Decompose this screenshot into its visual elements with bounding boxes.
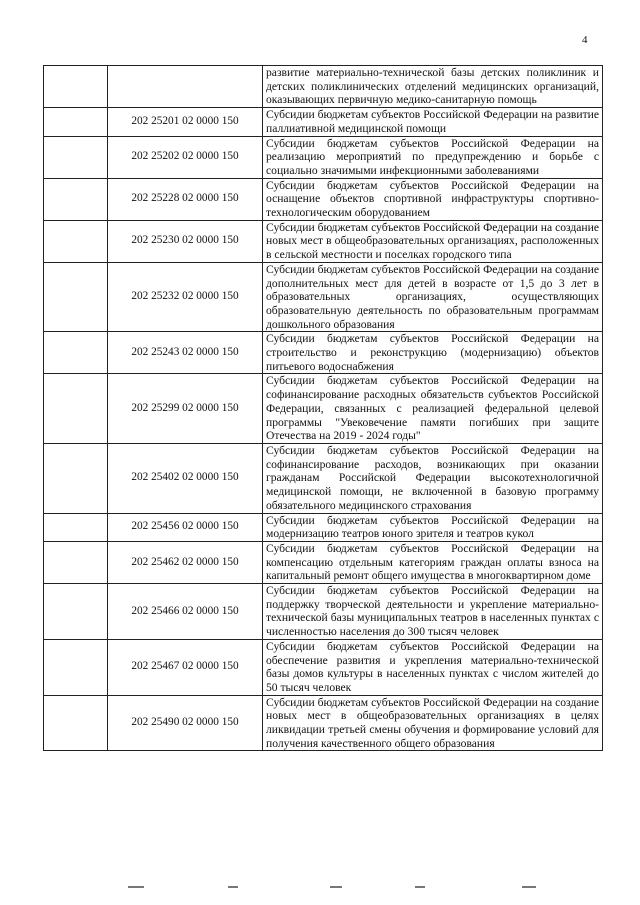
budget-codes-table bbox=[43, 65, 603, 751]
description-cell: Субсидии бюджетам субъектов Российской Федерации на поддержку творческой деятельности и укрепление материально-технической базы муниципальных театров в населенных пунктах с численностью населения до 300 тысяч человек bbox=[263, 584, 603, 640]
description-cell: Субсидии бюджетам субъектов Российской Федерации на создание новых мест в общеобразовательных организациях в целях ликвидации третьей смены обучения и формирование условий для получения качественного общего образования bbox=[263, 695, 603, 751]
description-cell: Субсидии бюджетам субъектов Российской Федерации на софинансирование расходных обязательств субъектов Российской Федерации, связанных с реализацией федеральной целевой программы "Увековечение памяти погибших при защите Отечества на 2019 - 2024 годы" bbox=[263, 374, 603, 444]
scan-mark bbox=[522, 886, 536, 888]
table-row bbox=[44, 584, 603, 640]
empty-cell bbox=[44, 374, 108, 444]
description-cell: Субсидии бюджетам субъектов Российской Федерации на оснащение объектов спортивной инфраструктуры спортивно-технологическим оборудованием bbox=[263, 178, 603, 220]
table-row bbox=[44, 639, 603, 695]
budget-code-cell: 202 25232 02 0000 150 bbox=[108, 262, 263, 332]
description-cell: Субсидии бюджетам субъектов Российской Федерации на компенсацию отдельным категориям граждан оплаты взноса на капитальный ремонт общего имущества в многоквартирном доме bbox=[263, 541, 603, 583]
description-cell: Субсидии бюджетам субъектов Российской Федерации на строительство и реконструкцию (модернизацию) объектов питьевого водоснабжения bbox=[263, 332, 603, 374]
budget-code-cell: 202 25299 02 0000 150 bbox=[108, 374, 263, 444]
budget-code-cell: 202 25462 02 0000 150 bbox=[108, 541, 263, 583]
budget-code-cell: 202 25202 02 0000 150 bbox=[108, 136, 263, 178]
table-row bbox=[44, 443, 603, 513]
budget-code-cell: 202 25490 02 0000 150 bbox=[108, 695, 263, 751]
empty-cell bbox=[44, 639, 108, 695]
empty-cell bbox=[44, 513, 108, 541]
empty-cell bbox=[44, 443, 108, 513]
budget-code-cell: 202 25230 02 0000 150 bbox=[108, 220, 263, 262]
table-row bbox=[44, 262, 603, 332]
table-row bbox=[44, 108, 603, 136]
scan-mark bbox=[228, 886, 238, 888]
table-row bbox=[44, 513, 603, 541]
scan-mark bbox=[415, 886, 425, 888]
scan-mark bbox=[128, 886, 144, 888]
table-row bbox=[44, 220, 603, 262]
description-cell: Субсидии бюджетам субъектов Российской Федерации на реализацию мероприятий по предупреждению и борьбе с социально значимыми инфекционными заболеваниями bbox=[263, 136, 603, 178]
table-row bbox=[44, 541, 603, 583]
table-row bbox=[44, 695, 603, 751]
table-row bbox=[44, 332, 603, 374]
table-row bbox=[44, 374, 603, 444]
description-cell: Субсидии бюджетам субъектов Российской Федерации на модернизацию театров юного зрителя и театров кукол bbox=[263, 513, 603, 541]
budget-code-cell: 202 25466 02 0000 150 bbox=[108, 584, 263, 640]
table-row bbox=[44, 136, 603, 178]
scan-edge-marks bbox=[0, 880, 640, 894]
description-cell: развитие материально-технической базы детских поликлиник и детских поликлинических отделений медицинских организаций, оказывающих первичную медико-санитарную помощь bbox=[263, 66, 603, 108]
empty-cell bbox=[44, 695, 108, 751]
empty-cell bbox=[44, 262, 108, 332]
budget-code-cell: 202 25402 02 0000 150 bbox=[108, 443, 263, 513]
description-cell: Субсидии бюджетам субъектов Российской Федерации на обеспечение развития и укрепления материально-технической базы домов культуры в населенных пунктах с числом жителей до 50 тысяч человек bbox=[263, 639, 603, 695]
scan-mark bbox=[330, 886, 342, 888]
empty-cell bbox=[44, 332, 108, 374]
table-row bbox=[44, 178, 603, 220]
empty-cell bbox=[44, 541, 108, 583]
budget-code-cell: 202 25243 02 0000 150 bbox=[108, 332, 263, 374]
empty-cell bbox=[44, 136, 108, 178]
budget-code-cell: 202 25201 02 0000 150 bbox=[108, 108, 263, 136]
budget-code-cell: 202 25467 02 0000 150 bbox=[108, 639, 263, 695]
budget-code-cell: 202 25228 02 0000 150 bbox=[108, 178, 263, 220]
description-cell: Субсидии бюджетам субъектов Российской Федерации на создание дополнительных мест для детей в возрасте от 1,5 до 3 лет в образовательных организациях, осуществляющих образовательную деятельность по образовательным программам дошкольного образования bbox=[263, 262, 603, 332]
table-row bbox=[44, 66, 603, 108]
empty-cell bbox=[44, 584, 108, 640]
page-number: 4 bbox=[582, 34, 588, 46]
empty-cell bbox=[44, 220, 108, 262]
budget-code-cell bbox=[108, 66, 263, 108]
empty-cell bbox=[44, 178, 108, 220]
description-cell: Субсидии бюджетам субъектов Российской Федерации на софинансирование расходов, возникающих при оказании гражданам Российской Федерации высокотехнологичной медицинской помощи, не включенной в базовую программу обязательного медицинского страхования bbox=[263, 443, 603, 513]
empty-cell bbox=[44, 66, 108, 108]
budget-code-cell: 202 25456 02 0000 150 bbox=[108, 513, 263, 541]
description-cell: Субсидии бюджетам субъектов Российской Федерации на создание новых мест в общеобразовательных организациях, расположенных в сельской местности и поселках городского типа bbox=[263, 220, 603, 262]
empty-cell bbox=[44, 108, 108, 136]
description-cell: Субсидии бюджетам субъектов Российской Федерации на развитие паллиативной медицинской помощи bbox=[263, 108, 603, 136]
